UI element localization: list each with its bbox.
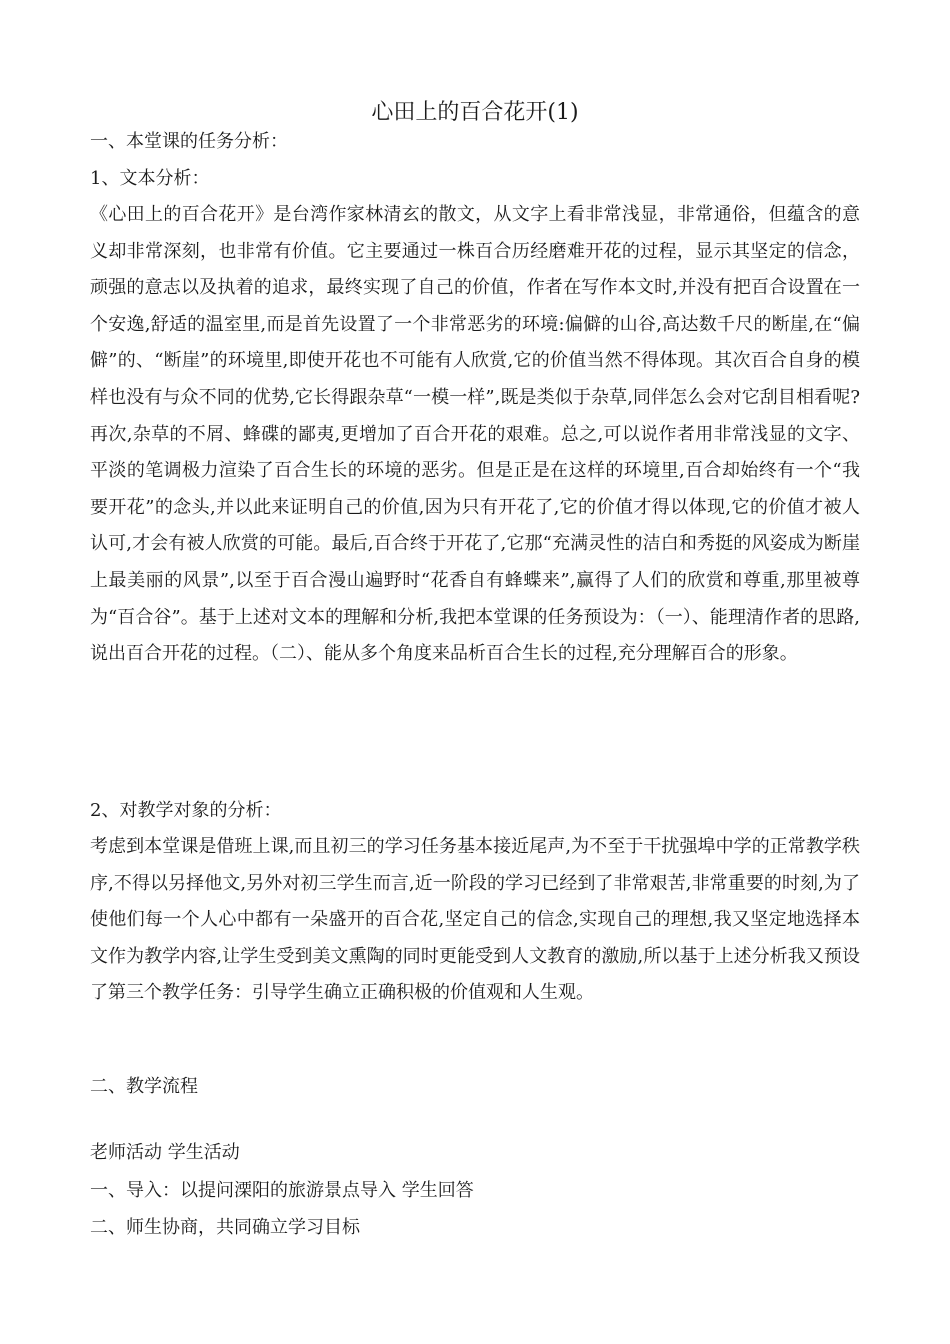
section-heading-teaching-process: 二、教学流程: [90, 1076, 198, 1097]
process-step-goals: 二、师生协商，共同确立学习目标: [90, 1217, 360, 1238]
process-step-intro: 一、导入：以提问溧阳的旅游景点导入 学生回答: [90, 1180, 474, 1201]
activities-header: 老师活动 学生活动: [90, 1142, 240, 1163]
document-title: 心田上的百合花开(1): [371, 100, 579, 125]
paragraph-text-analysis: 《心田上的百合花开》是台湾作家林清玄的散文，从文字上看非常浅显，非常通俗，但蕴含的意义却非常深刻，也非常有价值。它主要通过一株百合历经磨难开花的过程，显示其坚定的信念，顽强的意志以及执着的追求，最终实现了自己的价值，作者在写作本文时,并没有把百合设置在一个安逸,舒适的温室里,而是首先设置了一个非常恶劣的环境:偏僻的山谷,高达数千尺的断崖,在“偏僻”的、“断崖”的环境里,即使开花也不可能有人欣赏,它的价值当然不得体现。其次百合自身的模样也没有与众不同的优势,它长得跟杂草“一模一样”,既是类似于杂草,同伴怎么会对它刮目相看呢?再次,杂草的不屑、蜂碟的鄙夷,更增加了百合开花的艰难。总之,可以说作者用非常浅显的文字、平淡的笔调极力渲染了百合生长的环境的恶劣。但是正是在这样的环境里,百合却始终有一个“我要开花”的念头,并以此来证明自己的价值,因为只有开花了,它的价值才得以体现,它的价值才被人认可,才会有被人欣赏的可能。最后,百合终于开花了,它那“充满灵性的洁白和秀挺的风姿成为断崖上最美丽的风景”,以至于百合漫山遍野时“花香自有蜂蝶来”,赢得了人们的欣赏和尊重,那里被尊为“百合谷”。基于上述对文本的理解和分析,我把本堂课的任务预设为：（一）、能理清作者的思路,说出百合开花的过程。（二）、能从多个角度来品析百合生长的过程,充分理解百合的形象。: [90, 204, 860, 665]
subheading-student-analysis: 2、对教学对象的分析：: [90, 800, 282, 821]
section-heading-task-analysis: 一、本堂课的任务分析：: [90, 131, 288, 152]
subheading-text-analysis: 1、文本分析：: [90, 168, 210, 189]
paragraph-student-analysis: 考虑到本堂课是借班上课,而且初三的学习任务基本接近尾声,为不至于干扰强埠中学的正常教学秩序,不得以另择他文,另外对初三学生而言,近一阶段的学习已经到了非常艰苦,非常重要的时刻,为了使他们每一个人心中都有一朵盛开的百合花,坚定自己的信念,实现自己的理想,我又坚定地选择本文作为教学内容,让学生受到美文熏陶的同时更能受到人文教育的激励,所以基于上述分析我又预设了第三个教学任务：引导学生确立正确积极的价值观和人生观。: [90, 836, 860, 1004]
